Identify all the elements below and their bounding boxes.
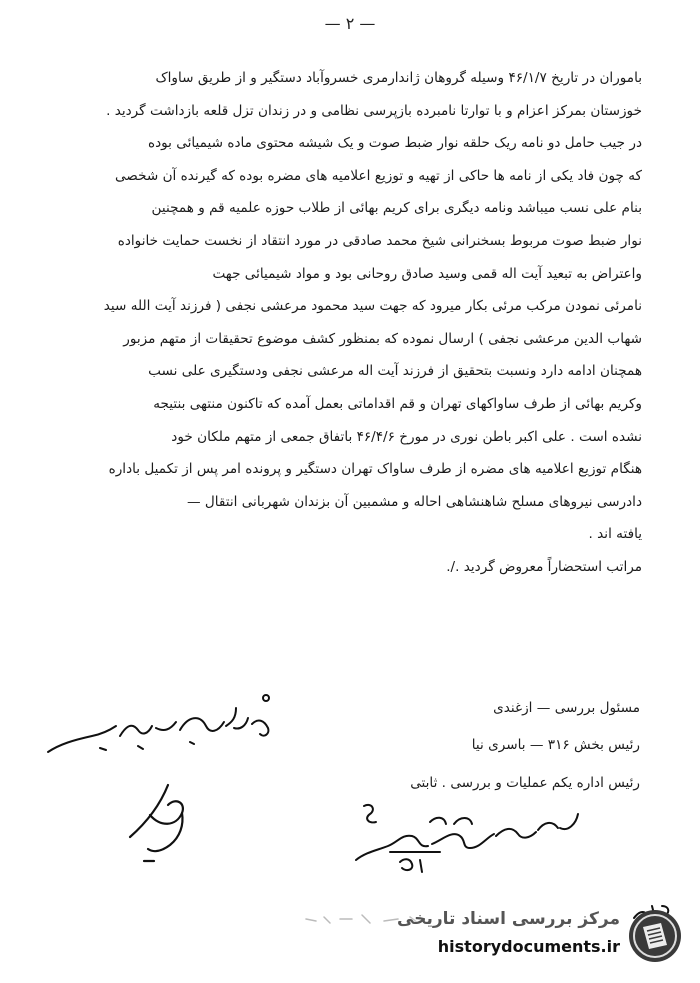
handwritten-marginal-note	[40, 690, 280, 770]
body-line: باموران در تاریخ ۴۶/۱/۷ وسیله گروهان ژاندارمری خسروآباد دستگیر و از طریق ساواک	[155, 70, 642, 86]
watermark-url: historydocuments.ir	[437, 937, 620, 956]
body-line: شهاب الدین مرعشی نجفی ) ارسال نموده که بمنظور کشف موضوع تحقیقات از متهم مزبور	[123, 330, 642, 347]
body-line: در جیب حامل دو نامه ریک حلقه نوار ضبط صوت و یک شیشه محتوی ماده شیمیائی بوده	[147, 135, 642, 152]
body-line: یافته اند .	[588, 526, 642, 543]
body-line: خوزستان بمرکز اعزام و با توارتا نامبرده بازپرسی نظامی و در زندان تزل قلعه بازداشت گردید .	[106, 102, 642, 119]
body-line: نشده است . علی اکبر باطن نوری در مورخ ۴۶/۴/۶ باتفاق جمعی از متهم ملکان خود	[171, 428, 642, 445]
body-line: واعتراض به تبعید آیت اله قمی وسید صادق روحانی بود و مواد شیمیائی جهت	[212, 265, 642, 282]
section-head-signature-line: رئیس بخش ۳۱۶ — باسری نیا	[471, 737, 640, 753]
signature-scribble	[120, 775, 200, 865]
closing-line: مراتب استحضاراً معروض گردید ./.	[446, 558, 642, 575]
body-line: که چون فاد یکی از نامه ها حاکی از تهیه و توزیع اعلامیه های مضره بوده که گیرنده آن شخصی	[114, 167, 642, 184]
archive-seal-icon	[626, 907, 684, 965]
department-head-signature-line: رئیس اداره یکم عملیات و بررسی . ثابتی	[410, 775, 640, 791]
body-line: هنگام توزیع اعلامیه های مضره از طرف ساواک تهران دستگیر و پرونده امر پس از تکمیل باداره	[108, 461, 642, 478]
body-line: نامرئی نمودن مرکب مرئی بکار میرود که جهت سید محمود مرعشی نجفی ( فرزند آیت الله سید	[103, 298, 642, 315]
officer-signature-line: مسئول بررسی — ازغندی	[493, 700, 640, 716]
body-line: بنام علی نسب میباشد ونامه دیگری برای کریم بهائی از طلاب حوزه علمیه قم و همچنین	[151, 200, 642, 217]
page-number: — ۲ —	[324, 14, 376, 33]
archive-watermark	[396, 905, 686, 967]
body-line: نوار ضبط صوت مربوط بسخنرانی شیخ محمد صادقی در مورد انتقاد از نخست حمایت خانواده	[117, 232, 642, 249]
body-line: همچنان ادامه دارد ونسبت بتحقیق از فرزند آیت اله مرعشی نجفی ودستگیری علی نسب	[148, 363, 642, 380]
body-line: وکریم بهائی از طرف ساواکهای تهران و قم اقداماتی بعمل آمده که تاکنون منتهی بنتیجه	[153, 395, 642, 412]
handwritten-referral-note	[350, 800, 590, 880]
document-body	[58, 62, 642, 584]
body-line: دادرسی نیروهای مسلح شاهنشاهی احاله و مشمبین آن بزندان شهربانی انتقال —	[186, 493, 642, 510]
watermark-title: مرکز بررسی اسناد تاریخی	[397, 909, 620, 929]
